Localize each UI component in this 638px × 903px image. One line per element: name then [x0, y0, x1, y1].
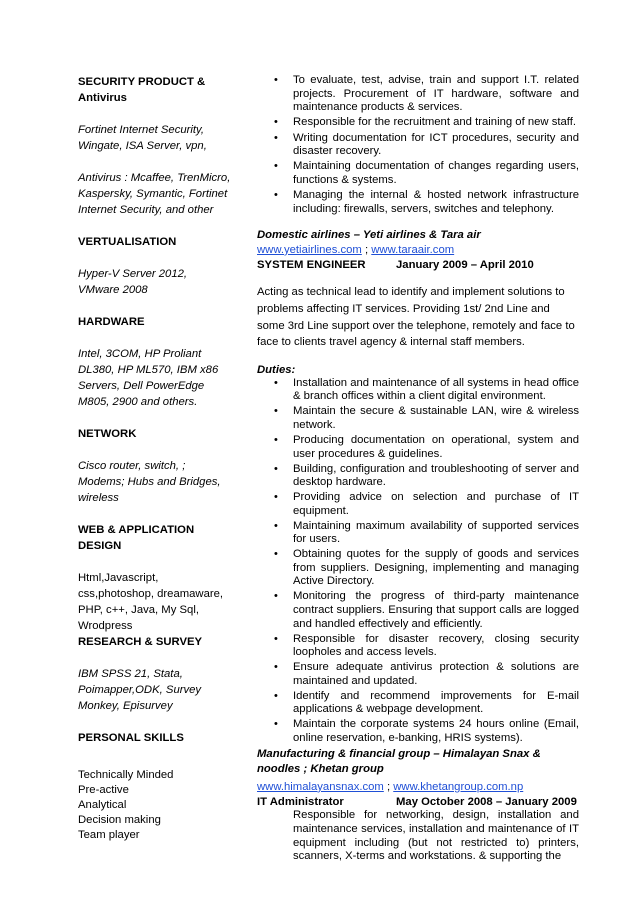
list-item: • Obtaining quotes for the supply of goods and services from suppliers. Designing, implementing and managing Active Directory.	[274, 548, 579, 588]
bullet-icon: •	[274, 491, 278, 504]
hardware-list: Intel, 3COM, HP Proliant DL380, HP ML570, IBM x86 Servers, Dell PowerEdge M805, 2900 and others.	[78, 348, 219, 408]
skill-item: Decision making	[78, 814, 161, 826]
list-item: • Producing documentation on operational, system and user procedures & guidelines.	[274, 433, 579, 460]
list-item: • Maintaining documentation of changes regarding users, functions & systems.	[274, 160, 579, 186]
skill-item: Analytical	[78, 799, 127, 811]
bullet-icon: •	[274, 405, 278, 418]
skill-item: Pre-active	[78, 784, 129, 796]
list-item: • Ensure adequate antivirus protection & solutions are maintained and updated.	[274, 661, 579, 687]
section-title-research: RESEARCH & SURVEY	[78, 636, 203, 648]
list-item: • Responsible for disaster recovery, closing security loopholes and access levels.	[274, 632, 579, 659]
job-summary: Acting as technical lead to identify and implement solutions to problems affecting IT services. Providing 1st/ 2nd Line and some 3rd Line support over the telephone, remotely and face to face to clients travel agency & internal staff members.	[257, 286, 575, 349]
bullet-icon: •	[274, 376, 278, 389]
company-name-airlines: Domestic airlines – Yeti airlines & Tara air	[257, 228, 481, 241]
duties-heading: Duties:	[257, 363, 296, 376]
list-item: • Writing documentation for ICT procedures, security and disaster recovery.	[274, 131, 579, 158]
bullet-icon: •	[274, 462, 278, 475]
list-item: • Monitoring the progress of third-party maintenance contract suppliers. Ensuring that support calls are logged and handled effectively and efficiently.	[274, 590, 579, 630]
list-item: • Maintain the corporate systems 24 hours online (Email, online reservation, e-banking, HRIS systems).	[274, 718, 579, 744]
skill-item: Team player	[78, 829, 140, 841]
bullet-icon: •	[274, 189, 278, 202]
list-item: • Maintaining maximum availability of supported services for users.	[274, 519, 579, 546]
section-title-network: NETWORK	[78, 428, 137, 440]
web-design-list: Html,Javascript, css,photoshop, dreamaware, PHP, c++, Java, My Sql, Wrodpress	[78, 572, 224, 632]
security-list-1: Fortinet Internet Security, Wingate, ISA Server, vpn,	[78, 124, 207, 152]
skill-item: Technically Minded	[78, 769, 174, 781]
bullet-icon: •	[274, 131, 278, 144]
research-list: IBM SPSS 21, Stata, Poimapper,ODK, Survey Monkey, Episurvey	[78, 668, 202, 712]
responsibilities-list	[257, 74, 579, 216]
section-title-security: SECURITY PRODUCT & Antivirus	[78, 76, 206, 104]
list-item: • Maintain the secure & sustainable LAN, wire & wireless network.	[274, 405, 579, 431]
bullet-icon: •	[274, 689, 278, 702]
section-title-virtualisation: VERTUALISATION	[78, 236, 177, 248]
section-title-web-design: WEB & APPLICATION DESIGN	[78, 524, 195, 552]
bullet-icon: •	[274, 74, 278, 86]
bullet-icon: •	[274, 433, 278, 446]
security-list-2: Antivirus : Mcaffee, TrenMicro, Kaspersky, Symantic, Fortinet Internet Security, and other	[78, 172, 231, 216]
company-name-manufacturing: Manufacturing & financial group – Himalayan Snax & noodles ; Khetan group	[257, 747, 541, 775]
bullet-icon: •	[274, 718, 278, 731]
list-item: • Building, configuration and troubleshooting of server and desktop hardware.	[274, 462, 579, 489]
link-taraair[interactable]: www.taraair.com	[371, 243, 455, 256]
list-item: • To evaluate, test, advise, train and support I.T. related projects. Procurement of IT hardware, software and maintenance products & services.	[274, 74, 579, 114]
job-dates: May October 2008 – January 2009	[396, 796, 577, 809]
list-item: • Providing advice on selection and purchase of IT equipment.	[274, 491, 579, 517]
section-title-personal-skills: PERSONAL SKILLS	[78, 732, 184, 744]
bullet-icon: •	[274, 590, 278, 603]
list-item: • Responsible for the recruitment and training of new staff.	[274, 116, 576, 129]
bullet-icon: •	[274, 661, 278, 674]
experience-column	[257, 74, 579, 864]
role-line-system-engineer	[257, 258, 579, 272]
role-line-it-administrator	[257, 795, 579, 809]
job-title: SYSTEM ENGINEER	[257, 259, 366, 272]
job-dates: January 2009 – April 2010	[396, 259, 534, 272]
skills-column	[78, 74, 238, 843]
virtualisation-list: Hyper-V Server 2012, VMware 2008	[78, 268, 188, 296]
list-item: • Managing the internal & hosted network infrastructure including: firewalls, servers, switches and telephony.	[274, 189, 579, 215]
link-khetangroup[interactable]: www.khetangroup.com.np	[393, 780, 524, 793]
bullet-icon: •	[274, 116, 278, 129]
company-links-airlines: www.yetiairlines.com ; www.taraair.com	[257, 243, 455, 256]
job-summary: Responsible for networking, design, installation and maintenance services, installation and maintenance of IT equipment including (but not restricted to) printers, scanners, X-terms and workstations. & supporting the	[293, 809, 579, 863]
bullet-icon: •	[274, 160, 278, 173]
list-item: • Installation and maintenance of all systems in head office & branch offices within a client digital environment.	[274, 376, 579, 403]
bullet-icon: •	[274, 519, 278, 532]
section-title-hardware: HARDWARE	[78, 316, 145, 328]
duties-list	[257, 377, 579, 746]
link-himalayansnax[interactable]: www.himalayansnax.com	[257, 780, 384, 793]
link-yetiairlines[interactable]: www.yetiairlines.com	[257, 243, 362, 256]
bullet-icon: •	[274, 548, 278, 561]
list-item: • Identify and recommend improvements for E-mail applications & webpage development.	[274, 689, 579, 716]
company-links-manufacturing: www.himalayansnax.com ; www.khetangroup.com.np	[257, 780, 524, 793]
bullet-icon: •	[274, 632, 278, 645]
network-list: Cisco router, switch, ; Modems; Hubs and Bridges, wireless	[78, 460, 221, 504]
job-title: IT Administrator	[257, 796, 344, 809]
